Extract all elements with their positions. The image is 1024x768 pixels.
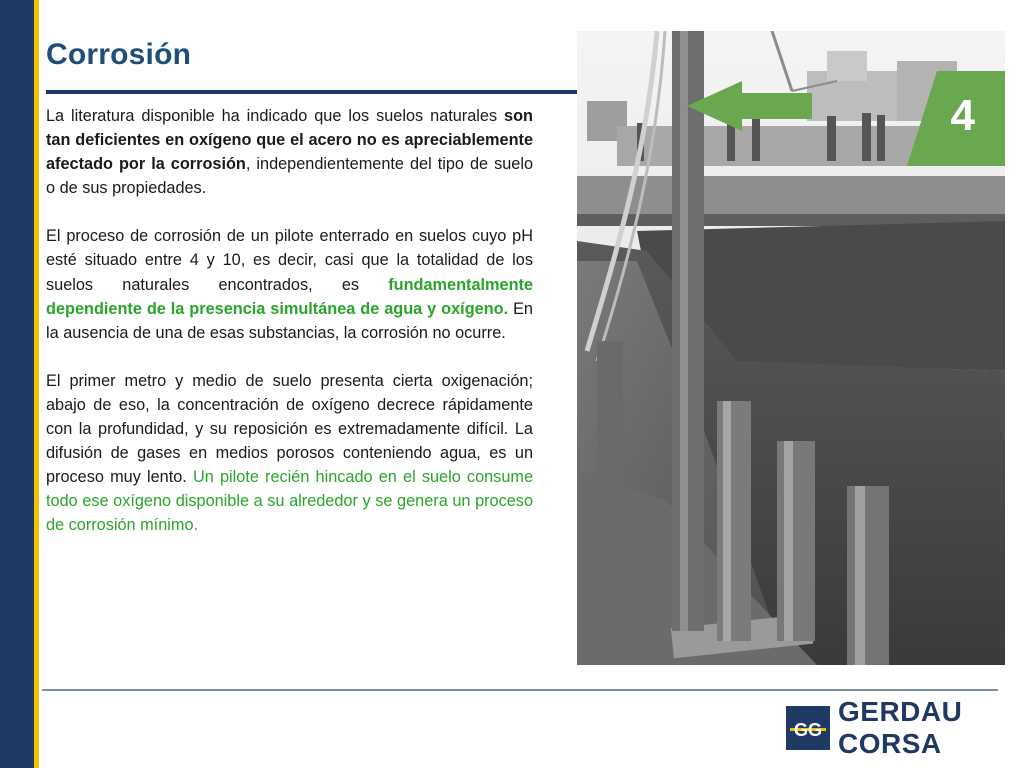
logo-word-gerdau: GERDAU (838, 696, 963, 727)
pile-site-photo (577, 31, 1005, 665)
paragraph-1-text-a: La literatura disponible ha indicado que los suelos naturales (46, 107, 505, 125)
slide-title: Corrosión (46, 38, 192, 71)
badge-number: 4 (950, 91, 975, 140)
paragraph-1-bold: son tan deficientes en oxígeno que el acero no es apreciablemente afectado por la corrosión (46, 107, 533, 174)
paragraph-2-highlight: fundamentalmente dependiente de la presencia simultánea de agua y oxígeno. (46, 275, 533, 318)
body-text (46, 104, 533, 562)
paragraph-2-text-c: En la ausencia de una de esas substancias, la corrosión no ocurre. (46, 299, 533, 342)
footer-rule (42, 689, 998, 691)
paragraph-2 (46, 224, 533, 344)
gerdau-logo-icon (786, 706, 830, 750)
left-gold-stripe (34, 0, 39, 768)
logo-wordmark (838, 696, 1024, 760)
photo-illustration (577, 31, 1005, 665)
gerdau-corsa-logo (786, 696, 1024, 759)
paragraph-1-text-c: , independientemente del tipo de suelo o de sus propiedades. (46, 155, 533, 198)
paragraph-2-text-a: El proceso de corrosión de un pilote enterrado en suelos cuyo pH esté situado entre 4 y 10, es decir, casi que la totalidad de los suelos naturales encontrados, es (46, 227, 533, 294)
paragraph-1 (46, 104, 533, 200)
svg-text:GG: GG (793, 720, 823, 740)
left-navy-bar (0, 0, 34, 768)
paragraph-3-text-a: El primer metro y medio de suelo presenta cierta oxigenación; abajo de eso, la concentración de oxígeno decrece rápidamente con la profundidad, y su reposición es extremadamente difícil. La difusión de gases en medios porosos conteniendo agua, es un proceso muy lento. (46, 371, 533, 487)
logo-word-corsa: CORSA (838, 728, 942, 759)
title-underline (46, 90, 578, 94)
paragraph-3 (46, 369, 533, 538)
paragraph-3-highlight: Un pilote recién hincado en el suelo consume todo ese oxígeno disponible a su alrededor y se genera un proceso de corrosión mínimo. (46, 468, 533, 535)
